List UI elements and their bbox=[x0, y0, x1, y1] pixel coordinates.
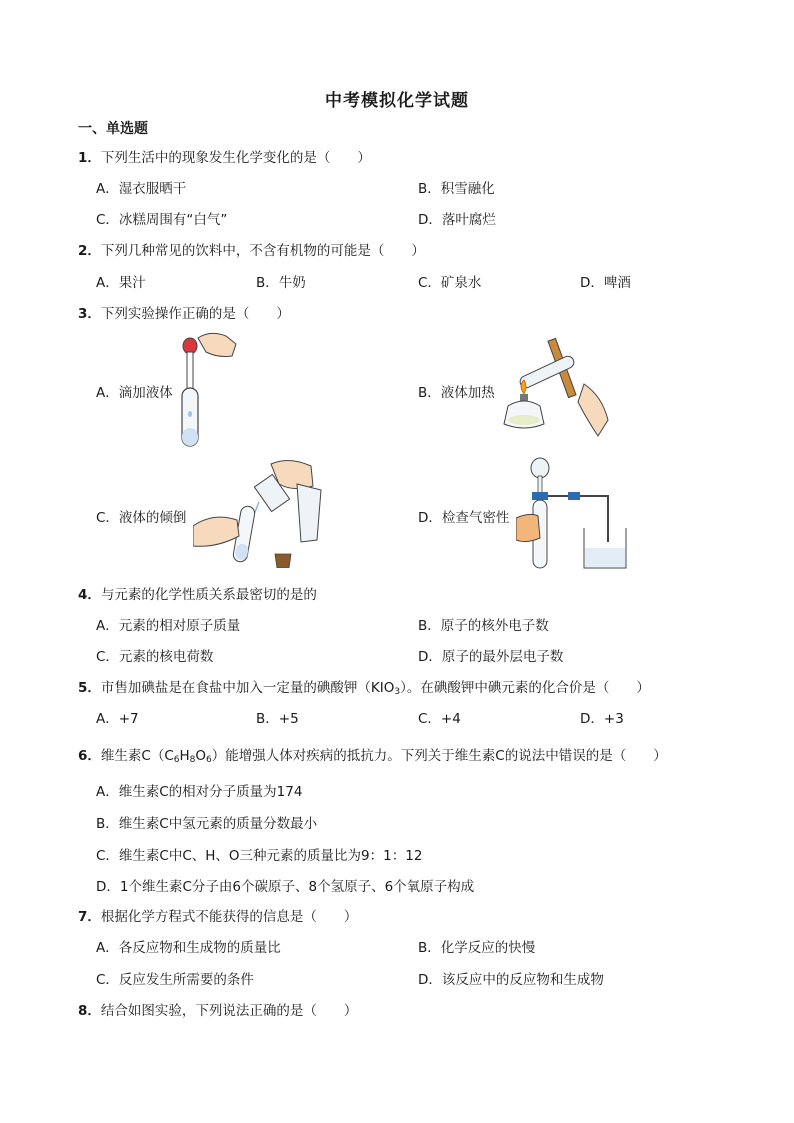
section-heading: 一、单选题 bbox=[78, 121, 148, 137]
q4-option-c: C．元素的核电荷数 bbox=[96, 649, 214, 665]
question-4 bbox=[78, 583, 317, 603]
question-stem: 维生素C（ bbox=[100, 748, 165, 764]
q2-option-d: D．啤酒 bbox=[580, 275, 631, 291]
question-stem-cont: ）。在碘酸钾中碘元素的化合价是（ ） bbox=[400, 680, 650, 696]
question-2 bbox=[78, 239, 425, 259]
q6-option-a: A．维生素C的相对分子质量为174 bbox=[96, 784, 303, 800]
q7-option-d: D．该反应中的反应物和生成物 bbox=[418, 972, 604, 988]
question-3 bbox=[78, 302, 290, 322]
figure-airtightness-check bbox=[516, 456, 634, 572]
question-stem: 下列生活中的现象发生化学变化的是（ ） bbox=[100, 150, 371, 166]
q6-option-d: D．1个维生素C分子由6个碳原子、8个氢原子、6个氧原子构成 bbox=[96, 879, 475, 895]
q1-option-a: A．湿衣服晒干 bbox=[96, 181, 187, 197]
question-6 bbox=[78, 744, 667, 765]
q5-option-d: D．+3 bbox=[580, 711, 624, 727]
q7-option-a: A．各反应物和生成物的质量比 bbox=[96, 940, 281, 956]
figure-heating-liquid bbox=[498, 336, 618, 442]
q1-option-b: B．积雪融化 bbox=[418, 181, 495, 197]
chemical-formula: $C_6H_8O_6$ bbox=[164, 748, 212, 765]
question-5 bbox=[78, 676, 650, 697]
question-1 bbox=[78, 146, 371, 166]
figure-pouring-liquid bbox=[193, 456, 323, 568]
question-number: 5． bbox=[78, 680, 101, 696]
q4-option-b: B．原子的核外电子数 bbox=[418, 618, 549, 634]
question-number: 2． bbox=[78, 243, 101, 259]
question-stem: 根据化学方程式不能获得的信息是（ ） bbox=[100, 909, 358, 925]
q2-option-c: C．矿泉水 bbox=[418, 275, 482, 291]
q4-option-d: D．原子的最外层电子数 bbox=[418, 649, 564, 665]
question-number: 7． bbox=[78, 909, 101, 925]
question-number: 4． bbox=[78, 587, 101, 603]
question-stem: 下列几种常见的饮料中，不含有机物的可能是（ ） bbox=[100, 243, 425, 259]
q1-option-c: C．冰糕周围有“白气” bbox=[96, 212, 228, 228]
question-stem: 下列实验操作正确的是（ ） bbox=[100, 306, 290, 322]
q1-option-d: D．落叶腐烂 bbox=[418, 212, 496, 228]
page-title: 中考模拟化学试题 bbox=[325, 91, 469, 111]
q3-option-b: B．液体加热 bbox=[418, 385, 495, 401]
q4-option-a: A．元素的相对原子质量 bbox=[96, 618, 241, 634]
question-number: 6． bbox=[78, 748, 101, 764]
q5-option-a: A．+7 bbox=[96, 711, 139, 727]
q2-option-a: A．果汁 bbox=[96, 275, 146, 291]
question-stem: 市售加碘盐是在食盐中加入一定量的碘酸钾（KIO bbox=[100, 680, 395, 696]
subscript: 3 bbox=[394, 687, 401, 697]
question-number: 1． bbox=[78, 150, 101, 166]
q3-option-d: D．检查气密性 bbox=[418, 510, 510, 526]
question-stem: 结合如图实验，下列说法正确的是（ ） bbox=[100, 1003, 358, 1019]
question-7 bbox=[78, 905, 357, 925]
question-8 bbox=[78, 999, 357, 1019]
q6-option-b: B．维生素C中氢元素的质量分数最小 bbox=[96, 816, 318, 832]
q7-option-b: B．化学反应的快慢 bbox=[418, 940, 536, 956]
q5-option-b: B．+5 bbox=[256, 711, 299, 727]
question-stem: 与元素的化学性质关系最密切的是的 bbox=[100, 587, 317, 603]
q7-option-c: C．反应发生所需要的条件 bbox=[96, 972, 254, 988]
q6-option-c: C．维生素C中C、H、O三种元素的质量比为9：1：12 bbox=[96, 848, 423, 864]
q3-option-c: C．液体的倾倒 bbox=[96, 510, 187, 526]
question-number: 3． bbox=[78, 306, 101, 322]
q3-option-a: A．滴加液体 bbox=[96, 385, 173, 401]
figure-dropping-liquid bbox=[170, 330, 240, 450]
question-stem-cont: ）能增强人体对疾病的抵抗力。下列关于维生素C的说法中错误的是（ ） bbox=[211, 748, 667, 764]
q5-option-c: C．+4 bbox=[418, 711, 461, 727]
question-number: 8． bbox=[78, 1003, 101, 1019]
q2-option-b: B．牛奶 bbox=[256, 275, 306, 291]
